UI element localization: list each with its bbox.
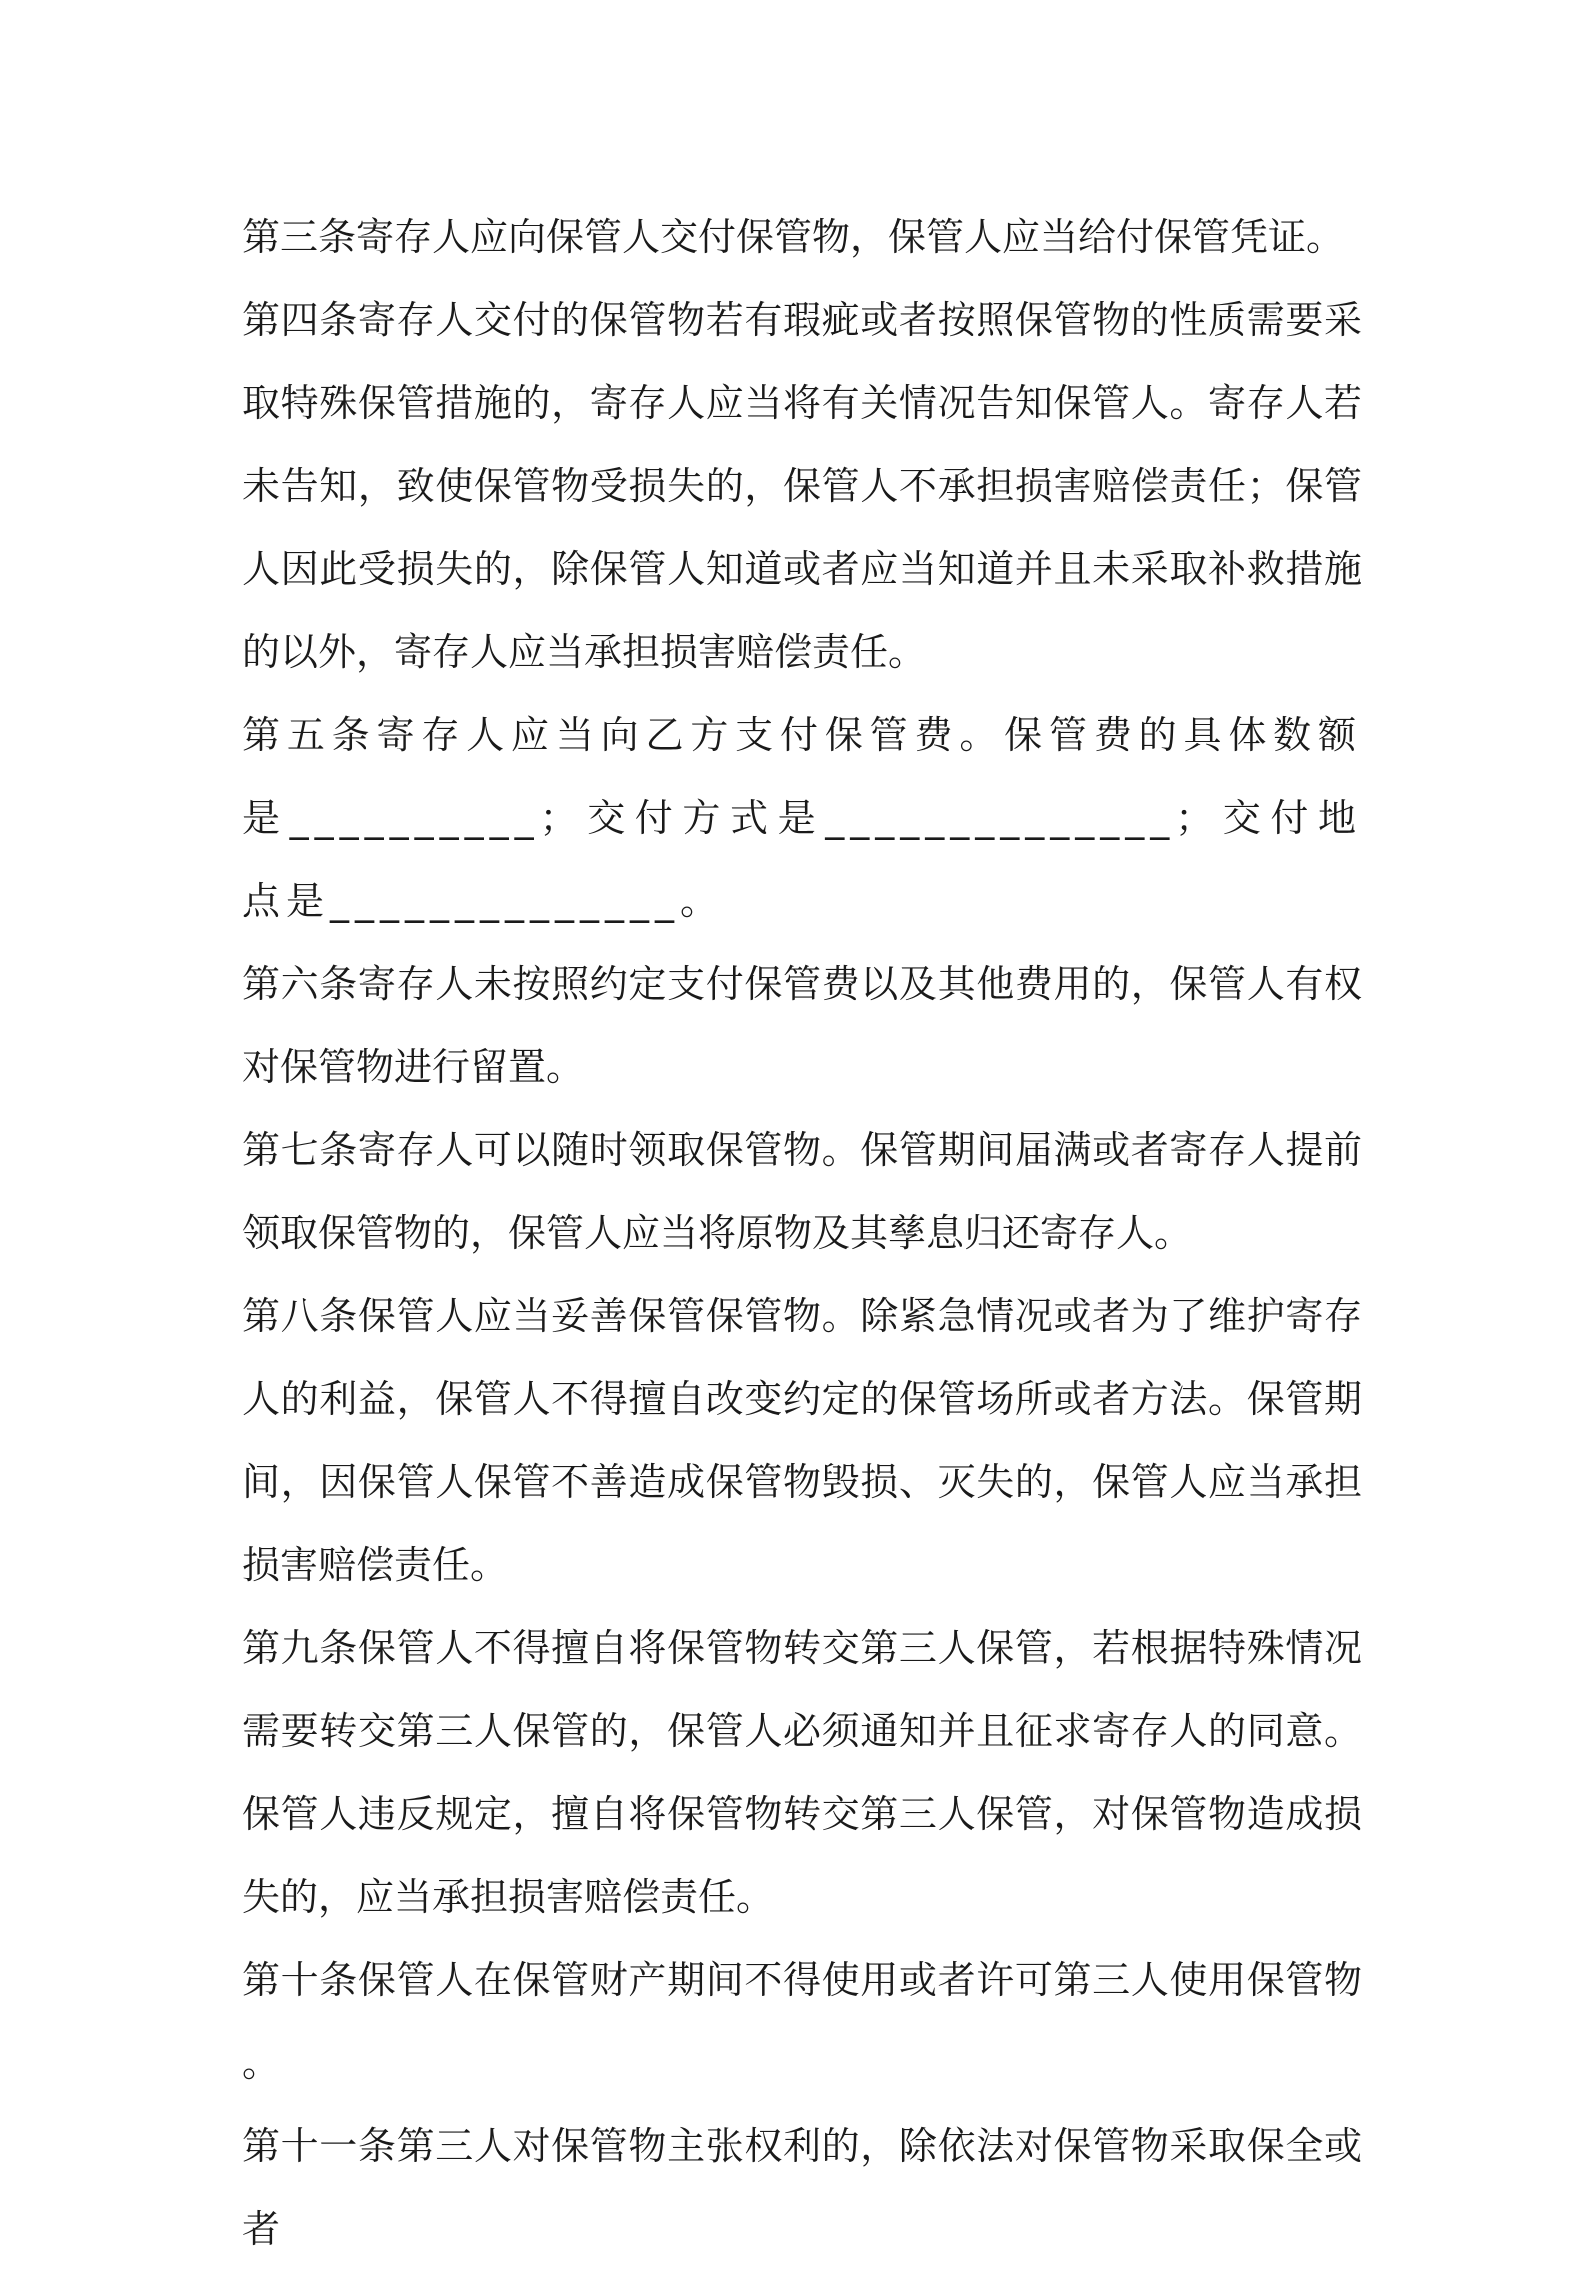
clause-article-8: 第八条保管人应当妥善保管保管物。除紧急情况或者为了维护寄存人的利益，保管人不得擅自改变约定的保管场所或者方法。保管期间，因保管人保管不善造成保管物毁损、灭失的，保管人应当承担损害赔偿责任。 [242,1294,1362,1587]
clause-article-4: 第四条寄存人交付的保管物若有瑕疵或者按照保管物的性质需要采取特殊保管措施的，寄存人应当将有关情况告知保管人。寄存人若未告知，致使保管物受损失的，保管人不承担损害赔偿责任；保管人因此受损失的，除保管人知道或者应当知道并且未采取补救措施的以外，寄存人应当承担损害赔偿责任。 [242,298,1362,674]
clause-article-5: 第五条寄存人应当向乙方支付保管费。保管费的具体数额是__________；交付方式是______________；交付地点是______________。 [242,713,1362,923]
clause-article-7: 第七条寄存人可以随时领取保管物。保管期间届满或者寄存人提前领取保管物的，保管人应当将原物及其孳息归还寄存人。 [242,1128,1362,1255]
clause-article-6: 第六条寄存人未按照约定支付保管费以及其他费用的，保管人有权对保管物进行留置。 [242,962,1362,1089]
clause-article-11: 第十一条第三人对保管物主张权利的，除依法对保管物采取保全或者 [242,2124,1362,2251]
clause-article-3: 第三条寄存人应向保管人交付保管物，保管人应当给付保管凭证。 [242,215,1345,259]
clause-article-10: 第十条保管人在保管财产期间不得使用或者许可第三人使用保管物。 [242,1958,1362,2085]
clause-article-9: 第九条保管人不得擅自将保管物转交第三人保管，若根据特殊情况需要转交第三人保管的，保管人必须通知并且征求寄存人的同意。保管人违反规定，擅自将保管物转交第三人保管，对保管物造成损失的，应当承担损害赔偿责任。 [242,1626,1362,1919]
contract-text [242,196,1362,2271]
